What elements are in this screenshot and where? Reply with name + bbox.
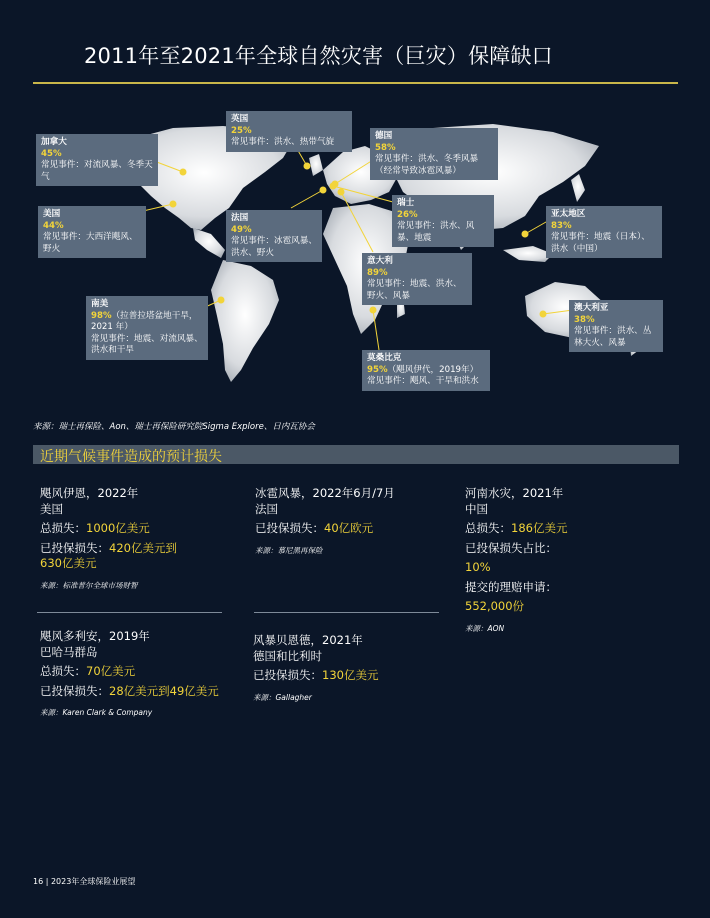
event-label: 已投保损失： [40, 683, 109, 698]
event-value: 130亿美元 [322, 668, 379, 682]
event-title: 冰雹风暴，2022年6月/7月 [255, 486, 395, 500]
event-value: 28亿美元到49亿美元 [109, 683, 219, 698]
callout-name: 美国 [43, 209, 61, 219]
south-america-shape [211, 260, 279, 382]
section-band [33, 445, 679, 464]
uk-shape [309, 154, 323, 176]
event-region: 巴哈马群岛 [40, 644, 98, 659]
marker-southam [218, 297, 225, 304]
marker-mozambique [370, 307, 377, 314]
central-america-shape [193, 228, 225, 258]
event-label: 已投保损失： [40, 540, 109, 555]
callout-percent: 38% [574, 314, 595, 325]
event-title: 飓风多利安，2019年 [40, 629, 150, 643]
event-value: 186亿美元 [511, 521, 568, 535]
callout-name: 瑞士 [397, 198, 415, 208]
callout-name: 德国 [375, 131, 393, 141]
callout-percent: 44% [43, 220, 64, 231]
callout-detail: 常见事件：大西洋飓风、野火 [43, 232, 138, 254]
callout-detail: 常见事件：冰雹风暴、洪水、野火 [231, 236, 317, 258]
title-rule [33, 82, 678, 84]
marker-swiss [330, 183, 337, 190]
callout-percent: 98% [91, 310, 112, 321]
event-value: 10% [465, 560, 491, 574]
marker-apac [522, 231, 529, 238]
callout-percent-note: （飓风伊代，2019年） [387, 364, 479, 375]
callout-detail: 常见事件：地震、洪水、野火、风暴 [367, 279, 462, 301]
callout-percent: 25% [231, 125, 252, 136]
event-value: 1000亿美元 [86, 521, 150, 535]
event-source: 来源：标准普尔全球市场财智 [40, 580, 138, 590]
event-divider [37, 612, 222, 613]
event-region: 德国和比利时 [253, 648, 322, 663]
marker-italy [338, 189, 345, 196]
marker-uk [304, 163, 311, 170]
event-label: 已投保损失： [253, 668, 322, 682]
callout-detail: 常见事件：地震（日本）、洪水（中国） [551, 232, 650, 254]
callout-name: 澳大利亚 [574, 303, 609, 313]
event-label: 已投保损失占比： [465, 540, 557, 555]
callout-name: 加拿大 [41, 137, 67, 147]
event-value: 630亿美元 [40, 556, 97, 570]
event-label: 已投保损失： [255, 521, 324, 535]
callout-name: 亚太地区 [551, 209, 586, 219]
callout-name: 法国 [231, 213, 249, 223]
event-source: 来源：AON [465, 623, 505, 633]
callout-uk [226, 111, 352, 152]
callout-detail: 常见事件：洪水、热带气旋 [231, 137, 335, 147]
japan-shape [571, 174, 585, 202]
callout-detail: 常见事件：地震、对流风暴、洪水和干旱 [91, 333, 203, 355]
event-title: 风暴贝恩德，2021年 [253, 633, 363, 647]
event-region: 中国 [465, 501, 488, 516]
callout-name: 英国 [231, 114, 249, 124]
callout-percent-note: （拉普拉塔盆地干旱，2021 年） [91, 310, 198, 332]
callout-detail: 常见事件：对流风暴、冬季天气 [41, 160, 153, 182]
event-value: 552,000份 [465, 599, 525, 613]
event-henan [465, 486, 675, 636]
callout-apac [546, 206, 662, 258]
event-value: 420亿美元到 [109, 540, 177, 555]
event-label: 总损失： [40, 664, 86, 678]
callout-south-america [86, 296, 208, 360]
event-bernd [253, 633, 453, 705]
callout-canada [36, 134, 158, 186]
callout-percent: 58% [375, 142, 396, 153]
marker-australia [540, 311, 547, 318]
event-source: 来源：Karen Clark & Company [40, 708, 153, 717]
event-divider [254, 612, 439, 613]
page-title: 2011年至2021年全球自然灾害（巨灾）保障缺口 [84, 44, 553, 68]
callout-detail: 常见事件：洪水、风暴、地震 [397, 221, 475, 243]
callout-percent: 45% [41, 148, 62, 159]
event-label: 提交的理赔申请： [465, 579, 557, 594]
event-label: 总损失： [40, 521, 86, 535]
callout-detail: 常见事件：洪水、丛林大火、风暴 [574, 326, 652, 348]
event-hail [255, 486, 455, 558]
callout-italy [362, 253, 472, 305]
callout-percent: 89% [367, 267, 388, 278]
section-heading: 近期气候事件造成的预计损失 [40, 449, 222, 465]
event-source: 来源：Gallagher [253, 692, 312, 702]
callout-usa [38, 206, 146, 258]
callout-percent: 49% [231, 224, 252, 235]
marker-usa [170, 201, 177, 208]
event-value: 40亿欧元 [324, 521, 374, 535]
callout-percent: 26% [397, 209, 418, 220]
event-region: 美国 [40, 501, 63, 516]
event-value: 70亿美元 [86, 664, 136, 678]
event-dorian [40, 629, 255, 721]
callout-detail: 常见事件：飓风、干旱和洪水 [367, 376, 479, 386]
callout-detail: 常见事件：洪水、冬季风暴（经常导致冰雹风暴） [375, 154, 479, 176]
callout-australia [569, 300, 663, 352]
page-footer: 16 | 2023年全球保险业展望 [33, 877, 136, 886]
event-source: 来源：慕尼黑再保险 [255, 545, 323, 555]
callout-france [226, 210, 322, 262]
event-title: 飓风伊恩，2022年 [40, 486, 139, 500]
callout-germany [370, 128, 498, 180]
event-label: 总损失： [465, 521, 511, 535]
event-title: 河南水灾，2021年 [465, 486, 564, 500]
callout-switzerland [392, 195, 494, 247]
event-region: 法国 [255, 501, 278, 516]
callout-name: 莫桑比克 [367, 353, 402, 363]
map-source: 来源：瑞士再保险、Aon、瑞士再保险研究院Sigma Explore、日内瓦协会 [33, 422, 315, 432]
marker-canada [180, 169, 187, 176]
leader-france [291, 190, 323, 208]
event-ian [40, 486, 240, 593]
callout-name: 意大利 [367, 256, 393, 266]
callout-percent: 83% [551, 220, 572, 231]
callout-name: 南美 [91, 299, 109, 309]
marker-france [320, 187, 327, 194]
callout-mozambique [362, 350, 490, 391]
callout-percent: 95% [367, 364, 388, 375]
